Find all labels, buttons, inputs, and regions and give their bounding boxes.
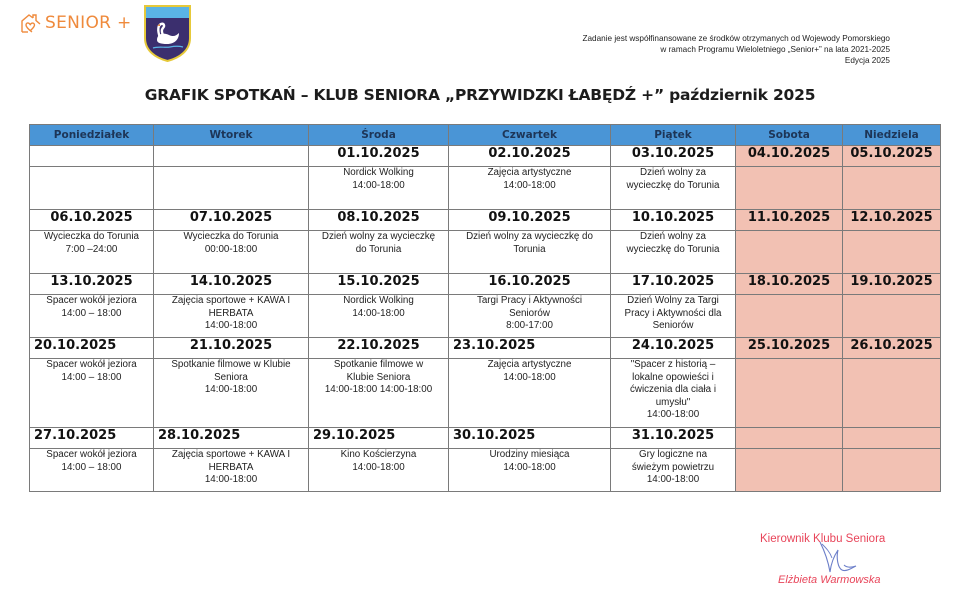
activity-line: Kino Kościerzyna (340, 449, 417, 460)
activity-cell (736, 295, 843, 338)
week-activity-row (30, 359, 941, 428)
activity-cell (736, 449, 843, 492)
date-cell: 26.10.2025 (843, 338, 941, 359)
activity-line: Dzień wolny za wycieczkę do (466, 231, 593, 242)
day-header-sunday: Niedziela (843, 125, 941, 146)
activity-line: Zajęcia artystyczne (487, 167, 572, 178)
signature-block (760, 530, 940, 600)
senior-plus-logo (20, 12, 132, 34)
date-cell (30, 146, 154, 167)
activity-cell (154, 449, 309, 492)
activity-cell (611, 295, 736, 338)
activity-cell (736, 231, 843, 274)
date-cell: 20.10.2025 (30, 338, 154, 359)
activity-cell (611, 359, 736, 428)
activity-line: 00:00-18:00 (204, 243, 258, 255)
date-cell: 30.10.2025 (449, 428, 611, 449)
activity-cell (309, 359, 449, 428)
activity-line: Wycieczka do Torunia (183, 231, 279, 242)
activity-line: 14:00 – 18:00 (61, 307, 122, 319)
date-cell: 11.10.2025 (736, 210, 843, 231)
activity-cell (449, 167, 611, 210)
activity-line: 7:00 –24:00 (65, 243, 118, 255)
date-cell: 27.10.2025 (30, 428, 154, 449)
day-header-row (30, 125, 941, 146)
date-cell: 13.10.2025 (30, 274, 154, 295)
activity-line: "Spacer z historią – (630, 359, 716, 370)
funding-line: w ramach Programu Wieloletniego „Senior+” na lata 2021-2025 (660, 45, 890, 54)
week-activity-row (30, 231, 941, 274)
activity-line: Zajęcia artystyczne (487, 359, 572, 370)
activity-line: HERBATA (208, 461, 254, 473)
date-cell: 23.10.2025 (449, 338, 611, 359)
activity-line: wycieczkę do Torunia (626, 179, 720, 191)
activity-line: 14:00-18:00 (646, 409, 700, 420)
activity-line: Spacer wokół jeziora (46, 449, 137, 460)
activity-cell (843, 295, 941, 338)
date-cell: 25.10.2025 (736, 338, 843, 359)
activity-cell (30, 449, 154, 492)
activity-cell (30, 231, 154, 274)
date-cell (736, 428, 843, 449)
funding-line: Zadanie jest współfinansowane ze środków otrzymanych od Wojewody Pomorskiego (582, 34, 890, 43)
date-cell: 04.10.2025 (736, 146, 843, 167)
handwritten-signature-icon (812, 538, 872, 576)
week-date-row (30, 210, 941, 231)
week-activity-row (30, 167, 941, 210)
activity-cell (449, 295, 611, 338)
activity-cell (843, 231, 941, 274)
activity-cell (154, 167, 309, 210)
day-header-monday: Poniedziałek (30, 125, 154, 146)
activity-line: Seniorów (652, 320, 694, 331)
day-header-tuesday: Wtorek (154, 125, 309, 146)
activity-line: 14:00-18:00 (352, 461, 405, 473)
activity-line: Dzień wolny za (640, 231, 706, 242)
activity-line: wycieczkę do Torunia (626, 243, 720, 255)
activity-line: Wycieczka do Torunia (43, 231, 140, 242)
activity-line: Zajęcia sportowe + KAWA I (171, 295, 291, 306)
schedule-table (29, 124, 941, 492)
activity-line: 14:00-18:00 (204, 384, 258, 395)
date-cell (843, 428, 941, 449)
date-cell (154, 146, 309, 167)
day-header-saturday: Sobota (736, 125, 843, 146)
activity-cell (30, 167, 154, 210)
activity-cell (154, 295, 309, 338)
swan-crest-icon (143, 4, 192, 62)
signature-name: Elżbieta Warmowska (778, 574, 881, 586)
activity-cell (30, 359, 154, 428)
activity-line: 14:00-18:00 14:00-18:00 (324, 384, 433, 395)
activity-cell (154, 359, 309, 428)
activity-cell (843, 359, 941, 428)
logo-text: SENIOR + (45, 13, 132, 33)
activity-cell (449, 359, 611, 428)
date-cell: 03.10.2025 (611, 146, 736, 167)
activity-line: Spacer wokół jeziora (46, 295, 137, 306)
activity-line: Urodziny miesiąca (489, 449, 570, 460)
day-header-friday: Piątek (611, 125, 736, 146)
activity-cell (736, 167, 843, 210)
week-date-row (30, 274, 941, 295)
date-cell: 18.10.2025 (736, 274, 843, 295)
activity-line: Spotkanie filmowe w Klubie (171, 359, 291, 370)
activity-line: 14:00-18:00 (503, 371, 556, 383)
activity-line: Spacer wokół jeziora (46, 359, 137, 370)
activity-cell (30, 295, 154, 338)
activity-cell (611, 167, 736, 210)
activity-cell (154, 231, 309, 274)
week-date-row (30, 146, 941, 167)
activity-line: Seniora (214, 371, 248, 383)
signature-role: Kierownik Klubu Seniora (760, 533, 886, 545)
date-cell: 01.10.2025 (309, 146, 449, 167)
funding-notice (583, 33, 891, 66)
date-cell: 08.10.2025 (309, 210, 449, 231)
activity-line: Dzień Wolny za Targi (627, 295, 719, 306)
activity-line: 14:00-18:00 (204, 320, 258, 331)
house-heart-icon (20, 12, 42, 34)
activity-line: Dzień wolny za (640, 167, 706, 178)
activity-cell (309, 295, 449, 338)
date-cell: 29.10.2025 (309, 428, 449, 449)
date-cell: 02.10.2025 (449, 146, 611, 167)
activity-line: Pracy i Aktywności dla (624, 307, 722, 319)
date-cell: 07.10.2025 (154, 210, 309, 231)
activity-line: Zajęcia sportowe + KAWA I (171, 449, 291, 460)
activity-line: świeżym powietrzu (631, 461, 715, 473)
date-cell: 24.10.2025 (611, 338, 736, 359)
activity-line: 14:00-18:00 (646, 474, 700, 485)
date-cell: 19.10.2025 (843, 274, 941, 295)
week-date-row (30, 428, 941, 449)
activity-cell (611, 231, 736, 274)
activity-line: lokalne opowieści i (632, 371, 714, 383)
activity-line: umysłu" (655, 396, 691, 408)
activity-line: ćwiczenia dla ciała i (629, 384, 717, 395)
activity-cell (309, 449, 449, 492)
activity-line: HERBATA (208, 307, 254, 319)
activity-line: Spotkanie filmowe w (333, 359, 424, 370)
activity-line: 14:00-18:00 (352, 307, 405, 319)
date-cell: 14.10.2025 (154, 274, 309, 295)
day-header-wednesday: Środa (309, 125, 449, 146)
activity-cell (449, 231, 611, 274)
activity-line: Klubie Seniora (346, 371, 411, 383)
date-cell: 17.10.2025 (611, 274, 736, 295)
date-cell: 05.10.2025 (843, 146, 941, 167)
date-cell: 22.10.2025 (309, 338, 449, 359)
page-title: GRAFIK SPOTKAŃ – KLUB SENIORA „PRZYWIDZKI ŁABĘDŹ +” październik 2025 (144, 86, 816, 104)
activity-line: Nordick Wolking (343, 295, 414, 306)
activity-line: 14:00 – 18:00 (61, 371, 122, 383)
date-cell: 06.10.2025 (30, 210, 154, 231)
activity-line: Gry logiczne na (638, 449, 708, 460)
activity-line: Nordick Wolking (343, 167, 414, 178)
activity-line: 14:00-18:00 (352, 179, 405, 191)
week-date-row (30, 338, 941, 359)
activity-line: 8:00-17:00 (506, 320, 553, 331)
activity-line: do Torunia (355, 243, 402, 255)
day-header-thursday: Czwartek (449, 125, 611, 146)
activity-cell (309, 231, 449, 274)
activity-line: 14:00-18:00 (503, 461, 556, 473)
date-cell: 16.10.2025 (449, 274, 611, 295)
date-cell: 31.10.2025 (611, 428, 736, 449)
activity-line: 14:00-18:00 (503, 179, 556, 191)
date-cell: 12.10.2025 (843, 210, 941, 231)
date-cell: 10.10.2025 (611, 210, 736, 231)
activity-line: Torunia (513, 243, 546, 255)
activity-cell (843, 167, 941, 210)
week-activity-row (30, 295, 941, 338)
activity-cell (449, 449, 611, 492)
date-cell: 21.10.2025 (154, 338, 309, 359)
activity-line: Dzień wolny za wycieczkę (321, 231, 436, 242)
activity-line: 14:00 – 18:00 (61, 461, 122, 473)
activity-line: Targi Pracy i Aktywności (476, 295, 583, 306)
date-cell: 15.10.2025 (309, 274, 449, 295)
date-cell: 09.10.2025 (449, 210, 611, 231)
activity-cell (843, 449, 941, 492)
activity-line: Seniorów (509, 307, 550, 319)
activity-cell (611, 449, 736, 492)
funding-line: Edycja 2025 (844, 56, 890, 65)
date-cell: 28.10.2025 (154, 428, 309, 449)
activity-cell (736, 359, 843, 428)
activity-line: 14:00-18:00 (204, 474, 258, 485)
week-activity-row (30, 449, 941, 492)
activity-cell (309, 167, 449, 210)
